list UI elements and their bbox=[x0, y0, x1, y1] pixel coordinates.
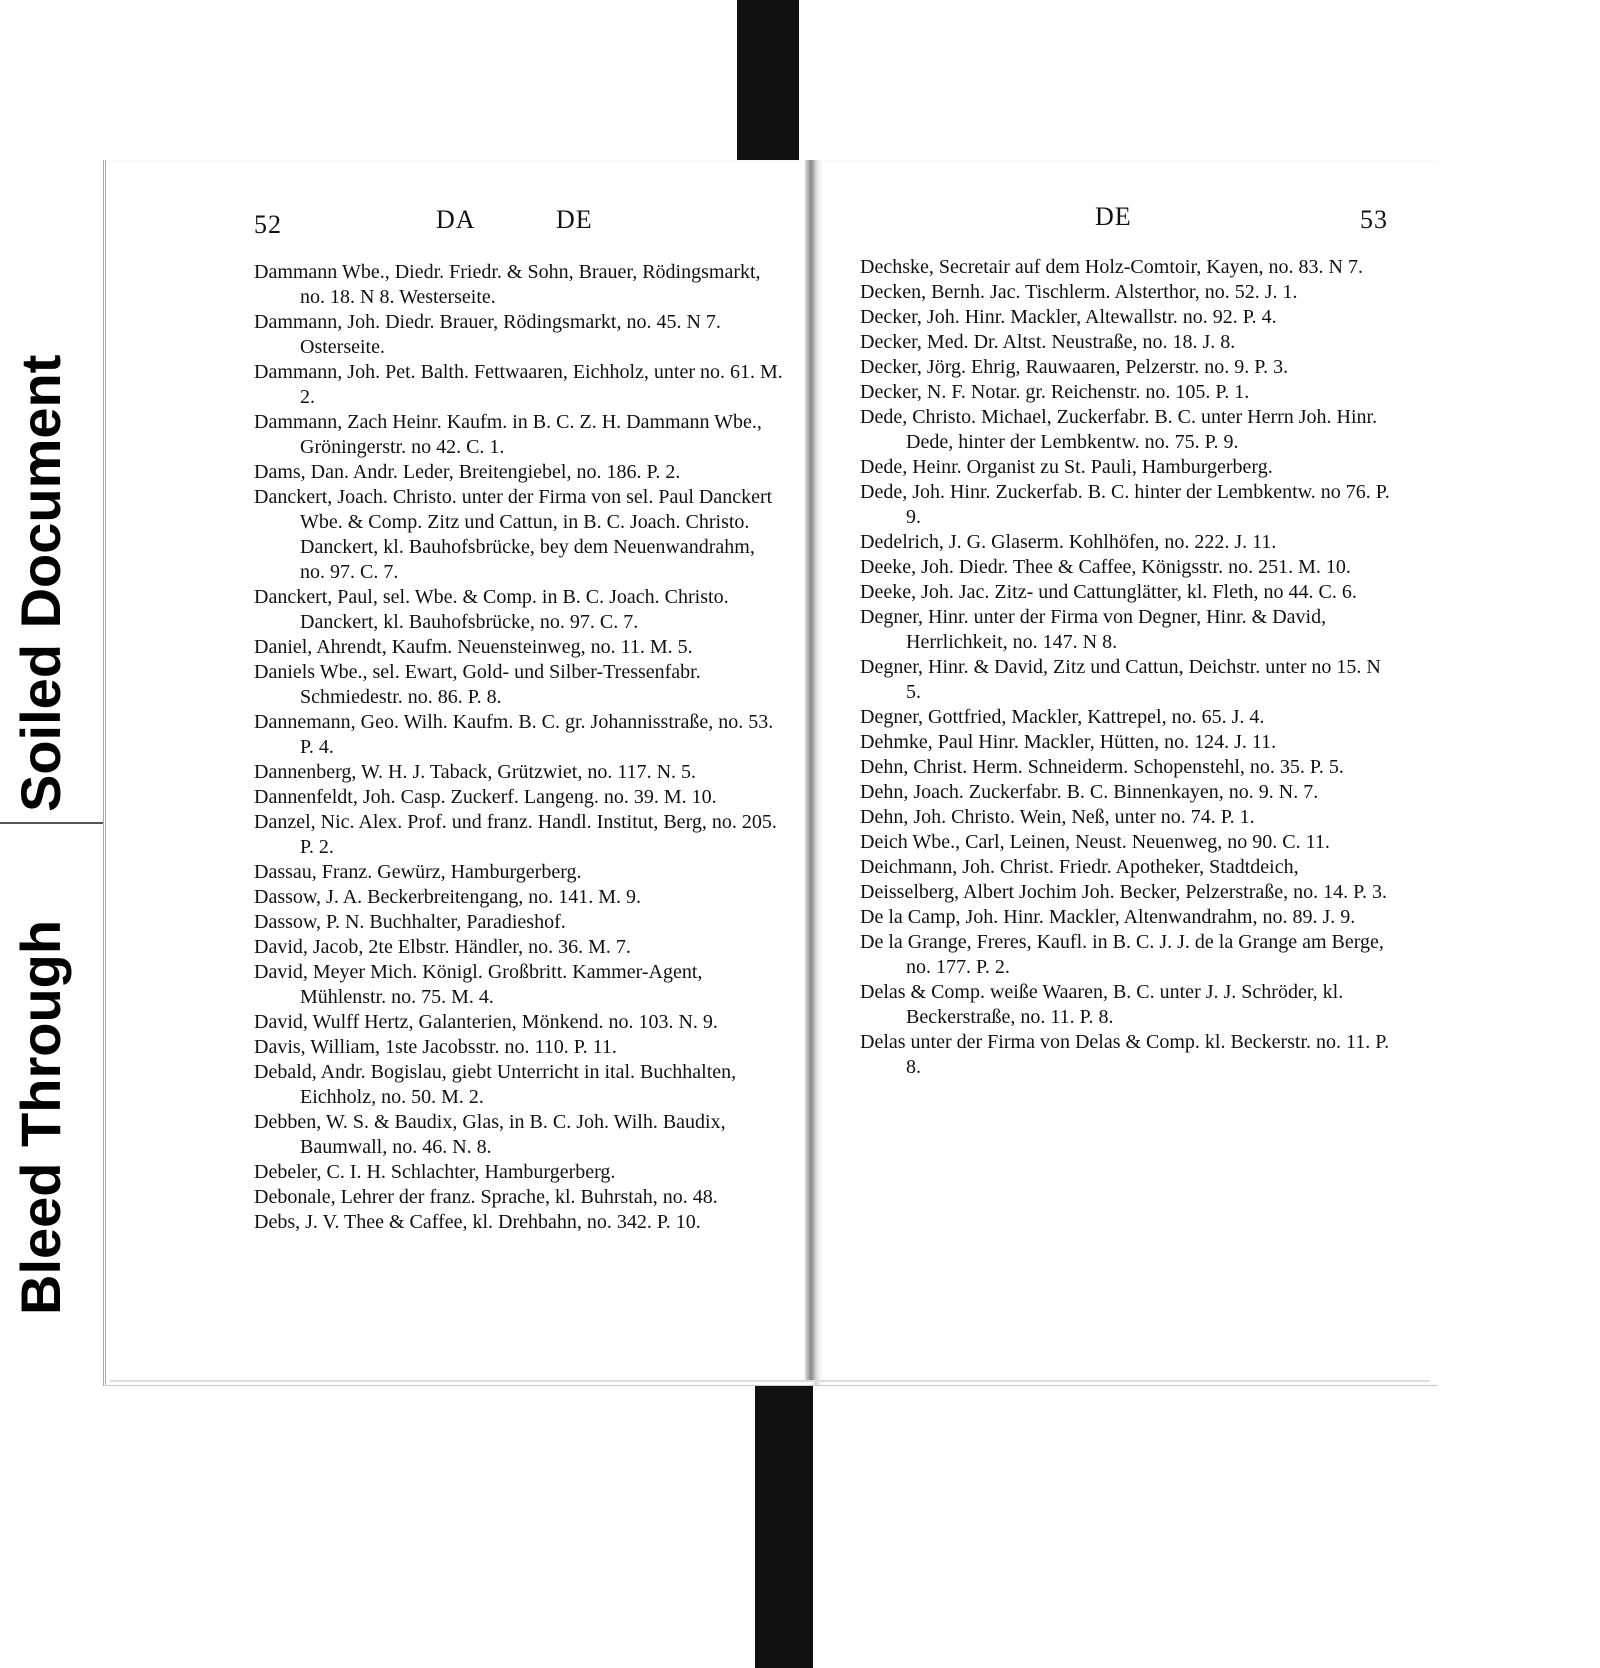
directory-entry: Deichmann, Joh. Christ. Friedr. Apotheker, Stadtdeich, bbox=[860, 856, 1299, 878]
directory-entry: Decker, Joh. Hinr. Mackler, Altewallstr. no. 92. P. 4. bbox=[860, 306, 1277, 328]
directory-entry: Debs, J. V. Thee & Caffee, kl. Drehbahn, no. 342. P. 10. bbox=[254, 1211, 701, 1233]
page-number-right: 53 bbox=[1360, 205, 1388, 234]
directory-entry: Deeke, Joh. Diedr. Thee & Caffee, Königsstr. no. 251. M. 10. bbox=[860, 556, 1351, 578]
directory-entry: Dechske, Secretair auf dem Holz-Comtoir, Kayen, no. 83. N 7. bbox=[860, 256, 1363, 278]
gutter-shadow-top bbox=[737, 0, 799, 160]
directory-entry: Dede, Christo. Michael, Zuckerfabr. B. C. unter Herrn Joh. Hinr. Dede, hinter der Lembkentw. no. 75. P. 9. bbox=[860, 406, 1378, 453]
directory-entry: Deeke, Joh. Jac. Zitz- und Cattunglätter, kl. Fleth, no 44. C. 6. bbox=[860, 581, 1357, 603]
directory-entry: David, Wulff Hertz, Galanterien, Mönkend. no. 103. N. 9. bbox=[254, 1011, 718, 1033]
directory-entry: Debeler, C. I. H. Schlachter, Hamburgerberg. bbox=[254, 1161, 616, 1183]
right-page bbox=[815, 160, 1438, 1386]
directory-entry: Degner, Hinr. unter der Firma von Degner, Hinr. & David, Herrlichkeit, no. 147. N 8. bbox=[860, 606, 1327, 653]
directory-entry: Dassau, Franz. Gewürz, Hamburgerberg. bbox=[254, 861, 582, 883]
directory-entry: Degner, Gottfried, Mackler, Kattrepel, no. 65. J. 4. bbox=[860, 706, 1265, 728]
directory-entry: Delas unter der Firma von Delas & Comp. kl. Beckerstr. no. 11. P. 8. bbox=[860, 1031, 1390, 1078]
directory-entry: De la Grange, Freres, Kaufl. in B. C. J. J. de la Grange am Berge, no. 177. P. 2. bbox=[860, 931, 1384, 978]
directory-entry: Dede, Heinr. Organist zu St. Pauli, Hamburgerberg. bbox=[860, 456, 1273, 478]
left-page bbox=[103, 160, 818, 1386]
bleed-through-stamp: Bleed Through bbox=[9, 919, 72, 1315]
directory-entry: Dehn, Joach. Zuckerfabr. B. C. Binnenkayen, no. 9. N. 7. bbox=[860, 781, 1319, 803]
header-left-da: DA bbox=[436, 205, 476, 234]
gutter-shadow-bottom bbox=[755, 1370, 813, 1668]
directory-entry: David, Meyer Mich. Königl. Großbritt. Kammer-Agent, Mühlenstr. no. 75. M. 4. bbox=[254, 961, 703, 1008]
directory-entry: Dehn, Joh. Christo. Wein, Neß, unter no. 74. P. 1. bbox=[860, 806, 1255, 828]
directory-entry: Dedelrich, J. G. Glaserm. Kohlhöfen, no. 222. J. 11. bbox=[860, 531, 1277, 553]
directory-entry: Daniels Wbe., sel. Ewart, Gold- und Silber-Tressenfabr. Schmiedestr. no. 86. P. 8. bbox=[254, 661, 701, 708]
soiled-document-stamp: Soiled Document bbox=[9, 354, 72, 812]
directory-entry: Dede, Joh. Hinr. Zuckerfab. B. C. hinter der Lembkentw. no 76. P. 9. bbox=[860, 481, 1390, 528]
open-book bbox=[103, 160, 1438, 1385]
directory-entry: Davis, William, 1ste Jacobsstr. no. 110. P. 11. bbox=[254, 1036, 617, 1058]
directory-entry: Decker, Jörg. Ehrig, Rauwaaren, Pelzerstr. no. 9. P. 3. bbox=[860, 356, 1289, 378]
directory-entry: Dannenfeldt, Joh. Casp. Zuckerf. Langeng. no. 39. M. 10. bbox=[254, 786, 717, 808]
directory-entry: Dehmke, Paul Hinr. Mackler, Hütten, no. 124. J. 11. bbox=[860, 731, 1277, 753]
directory-entry: Dammann, Zach Heinr. Kaufm. in B. C. Z. H. Dammann Wbe., Gröningerstr. no 42. C. 1. bbox=[254, 411, 762, 458]
directory-entry: Dassow, J. A. Beckerbreitengang, no. 141. M. 9. bbox=[254, 886, 641, 908]
directory-entry: Decker, N. F. Notar. gr. Reichenstr. no. 105. P. 1. bbox=[860, 381, 1250, 403]
directory-entry: Decker, Med. Dr. Altst. Neustraße, no. 18. J. 8. bbox=[860, 331, 1236, 353]
directory-entry: Degner, Hinr. & David, Zitz und Cattun, Deichstr. unter no 15. N 5. bbox=[860, 656, 1381, 703]
directory-entry: Decken, Bernh. Jac. Tischlerm. Alsterthor, no. 52. J. 1. bbox=[860, 281, 1298, 303]
directory-entry: Debald, Andr. Bogislau, giebt Unterricht in ital. Buchhalten, Eichholz, no. 50. M. 2. bbox=[254, 1061, 737, 1108]
directory-entry: Debben, W. S. & Baudix, Glas, in B. C. Joh. Wilh. Baudix, Baumwall, no. 46. N. 8. bbox=[254, 1111, 726, 1158]
directory-entry: Dammann, Joh. Pet. Balth. Fettwaaren, Eichholz, unter no. 61. M. 2. bbox=[254, 361, 783, 408]
directory-entry: Dannenberg, W. H. J. Taback, Grützwiet, no. 117. N. 5. bbox=[254, 761, 697, 783]
left-entry-list bbox=[254, 260, 784, 1235]
directory-entry: David, Jacob, 2te Elbstr. Händler, no. 36. M. 7. bbox=[254, 936, 631, 958]
directory-entry: Dehn, Christ. Herm. Schneiderm. Schopenstehl, no. 35. P. 5. bbox=[860, 756, 1344, 778]
right-entry-list bbox=[860, 255, 1400, 1080]
directory-entry: Dammann, Joh. Diedr. Brauer, Rödingsmarkt, no. 45. N 7. Osterseite. bbox=[254, 311, 721, 358]
header-left-de: DE bbox=[556, 205, 593, 234]
directory-entry: Daniel, Ahrendt, Kaufm. Neuensteinweg, no. 11. M. 5. bbox=[254, 636, 693, 658]
directory-entry: Dams, Dan. Andr. Leder, Breitengiebel, no. 186. P. 2. bbox=[254, 461, 681, 483]
page-shadow bbox=[110, 1380, 1430, 1382]
directory-entry: Deisselberg, Albert Jochim Joh. Becker, Pelzerstraße, no. 14. P. 3. bbox=[860, 881, 1388, 903]
directory-entry: Danzel, Nic. Alex. Prof. und franz. Handl. Institut, Berg, no. 205. P. 2. bbox=[254, 811, 777, 858]
directory-entry: Delas & Comp. weiße Waaren, B. C. unter J. J. Schröder, kl. Beckerstraße, no. 11. P. 8. bbox=[860, 981, 1344, 1028]
directory-entry: Danckert, Paul, sel. Wbe. & Comp. in B. C. Joach. Christo. Danckert, kl. Bauhofsbrücke, no. 97. C. 7. bbox=[254, 586, 729, 633]
directory-entry: Debonale, Lehrer der franz. Sprache, kl. Buhrstah, no. 48. bbox=[254, 1186, 718, 1208]
directory-entry: Dassow, P. N. Buchhalter, Paradieshof. bbox=[254, 911, 566, 933]
directory-entry: De la Camp, Joh. Hinr. Mackler, Altenwandrahm, no. 89. J. 9. bbox=[860, 906, 1356, 928]
page-number-left: 52 bbox=[254, 210, 282, 239]
directory-entry: Danckert, Joach. Christo. unter der Firma von sel. Paul Danckert Wbe. & Comp. Zitz und Cattun, in B. C. Joach. Christo. Danckert, kl. Bauhofsbrücke, bey dem Neuenwandrahm, no. 97. C. 7. bbox=[254, 486, 773, 583]
directory-entry: Dammann Wbe., Diedr. Friedr. & Sohn, Brauer, Rödingsmarkt, no. 18. N 8. Westerseite. bbox=[254, 261, 761, 308]
directory-entry: Dannemann, Geo. Wilh. Kaufm. B. C. gr. Johannisstraße, no. 53. P. 4. bbox=[254, 711, 774, 758]
header-right-de: DE bbox=[1095, 202, 1132, 231]
directory-entry: Deich Wbe., Carl, Leinen, Neust. Neuenweg, no 90. C. 11. bbox=[860, 831, 1330, 853]
